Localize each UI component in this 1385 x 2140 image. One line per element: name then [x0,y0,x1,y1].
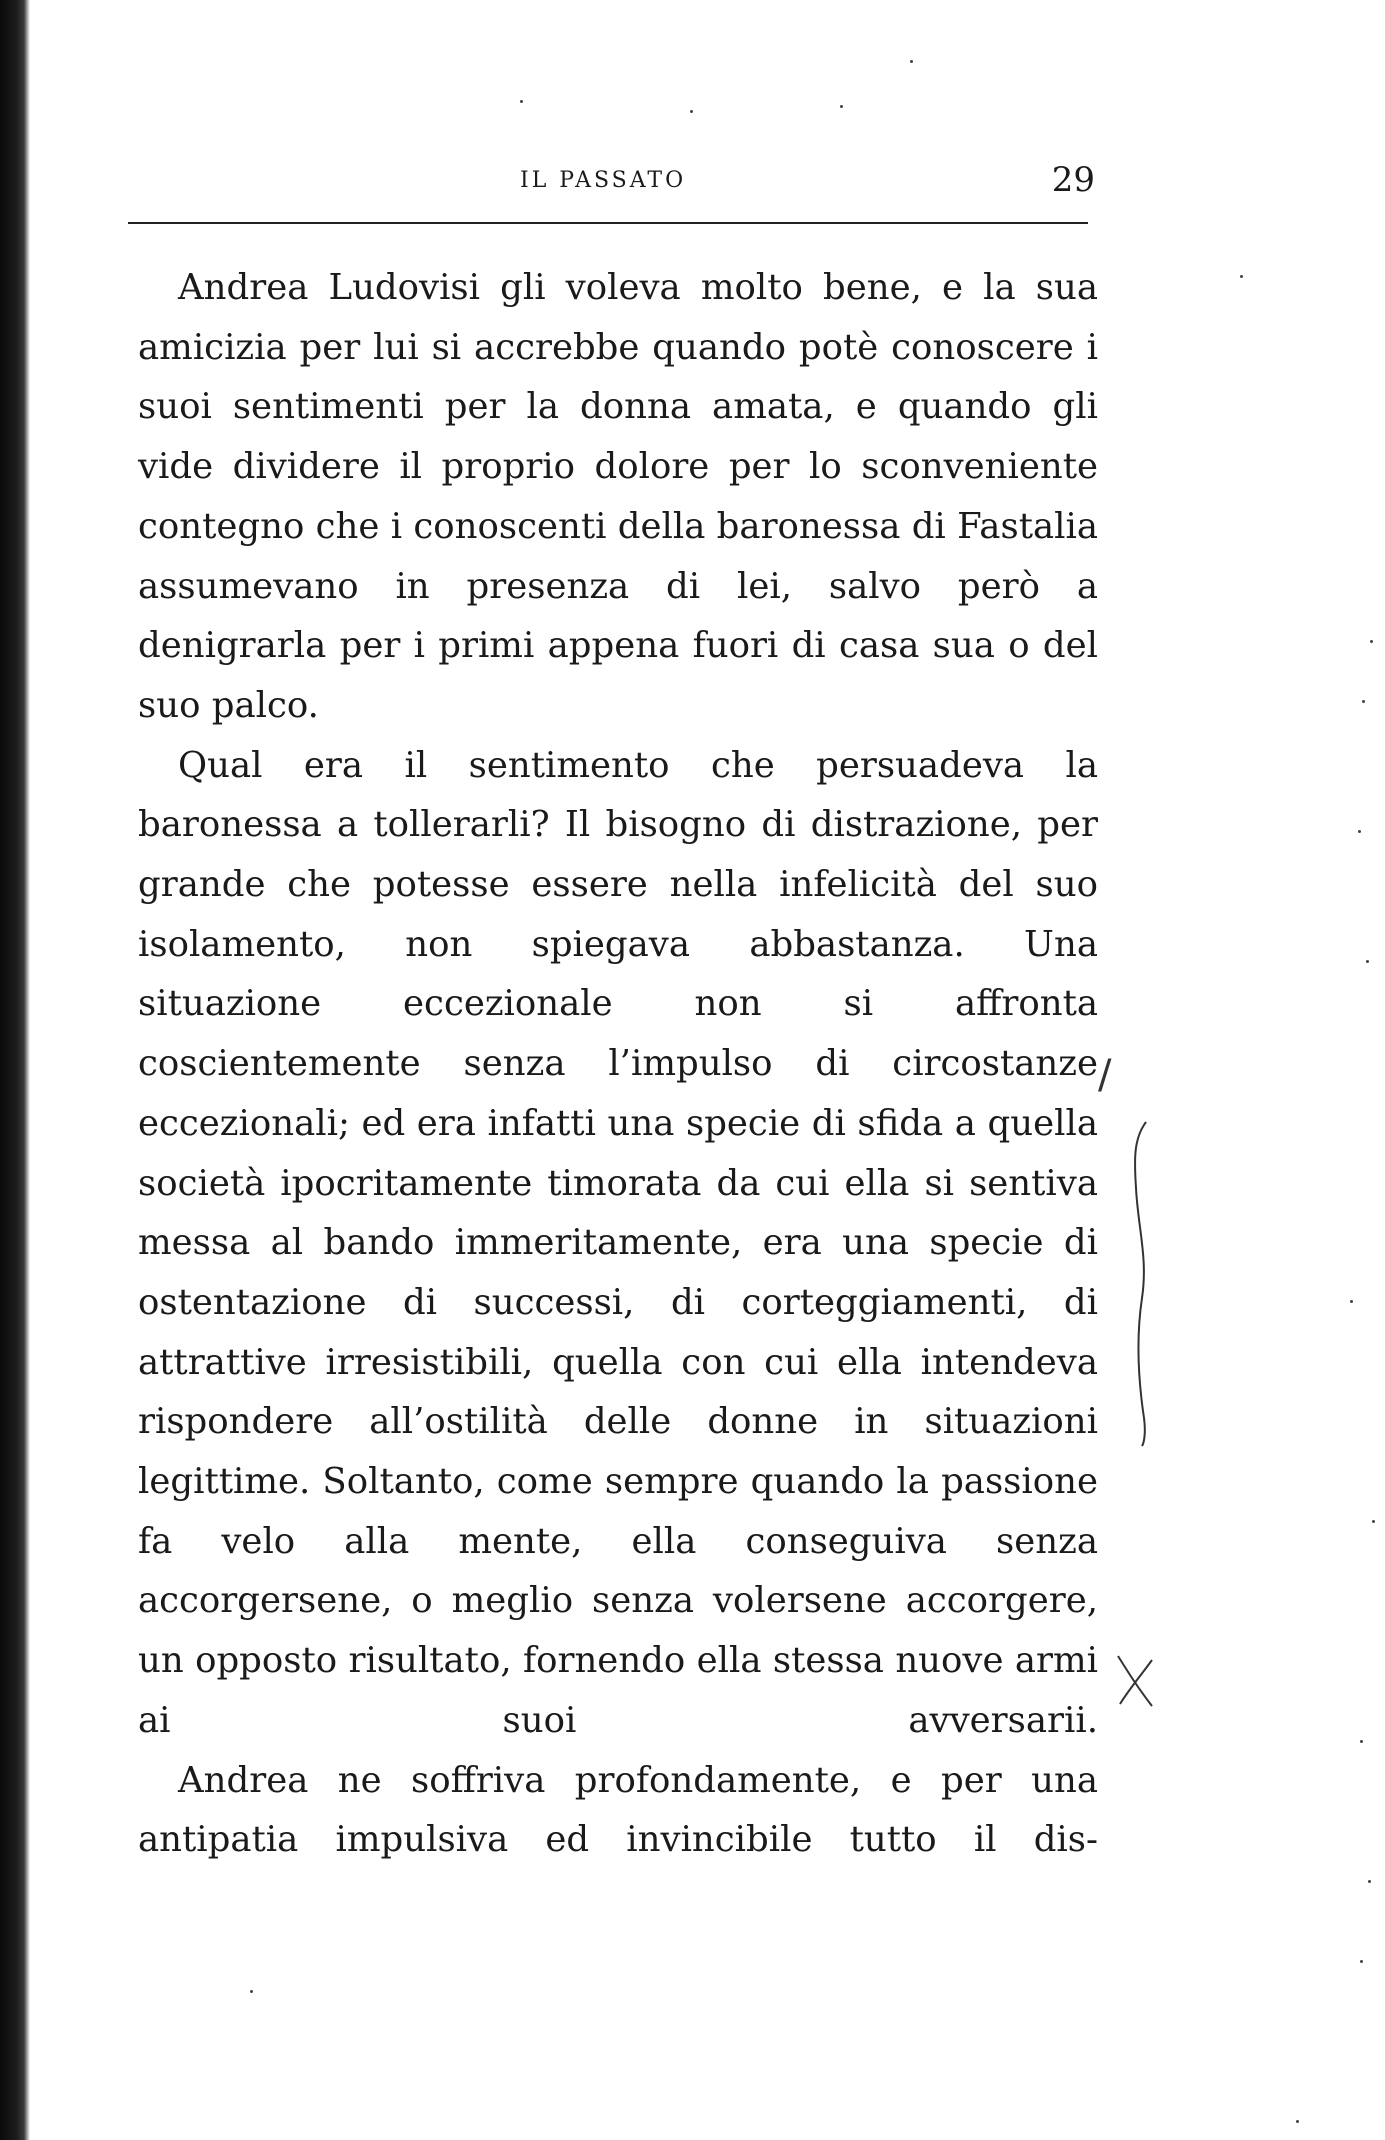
margin-slash-mark: / [1098,1052,1112,1098]
running-title: IL PASSATO [520,168,687,193]
body-text [138,258,1098,1870]
page-number: 29 [1051,160,1095,200]
page-header [135,160,1095,220]
paragraph-2: Qual era il sentimento che persuadeva la baronessa a tollerarli? Il bisogno di distrazione, per grande che potesse essere nella infelicità del suo isolamento, non spiegava abbastanza. Una situazione eccezionale non si affronta coscientemente senza l’impulso di circostanze eccezionali; ed era infatti una specie di sfida a quella società ipocritamente timorata da cui ella si sentiva messa al bando immeritamente, era una specie di ostentazione di successi, di corteggiamenti, di attrattive irresistibili, quella con cui ella intendeva rispondere all’ostilità delle donne in situazioni legittime. Soltanto, come sempre quando la passione fa velo alla mente, ella conseguiva senza accorgersene, o meglio senza volersene accorgere, un opposto risultato, fornendo ella stessa nuove armi ai suoi avversarii. [138,744,1098,1741]
margin-bracket-mark [1128,1118,1152,1448]
margin-cross-mark [1112,1652,1158,1710]
book-spine-edge [0,0,30,2140]
header-rule [128,222,1088,224]
paragraph-3: Andrea ne soffriva profondamente, e per una antipatia impulsiva ed invincibile tutto il dis- [138,1759,1098,1861]
paragraph-1: Andrea Ludovisi gli voleva molto bene, e la sua amicizia per lui si accrebbe quando potè conoscere i suoi sentimenti per la donna amata, e quando gli vide dividere il proprio dolore per lo sconveniente contegno che i conoscenti della baronessa di Fastalia assumevano in presenza di lei, salvo però a denigrarla per i primi appena fuori di casa sua o del suo palco. [138,267,1098,726]
